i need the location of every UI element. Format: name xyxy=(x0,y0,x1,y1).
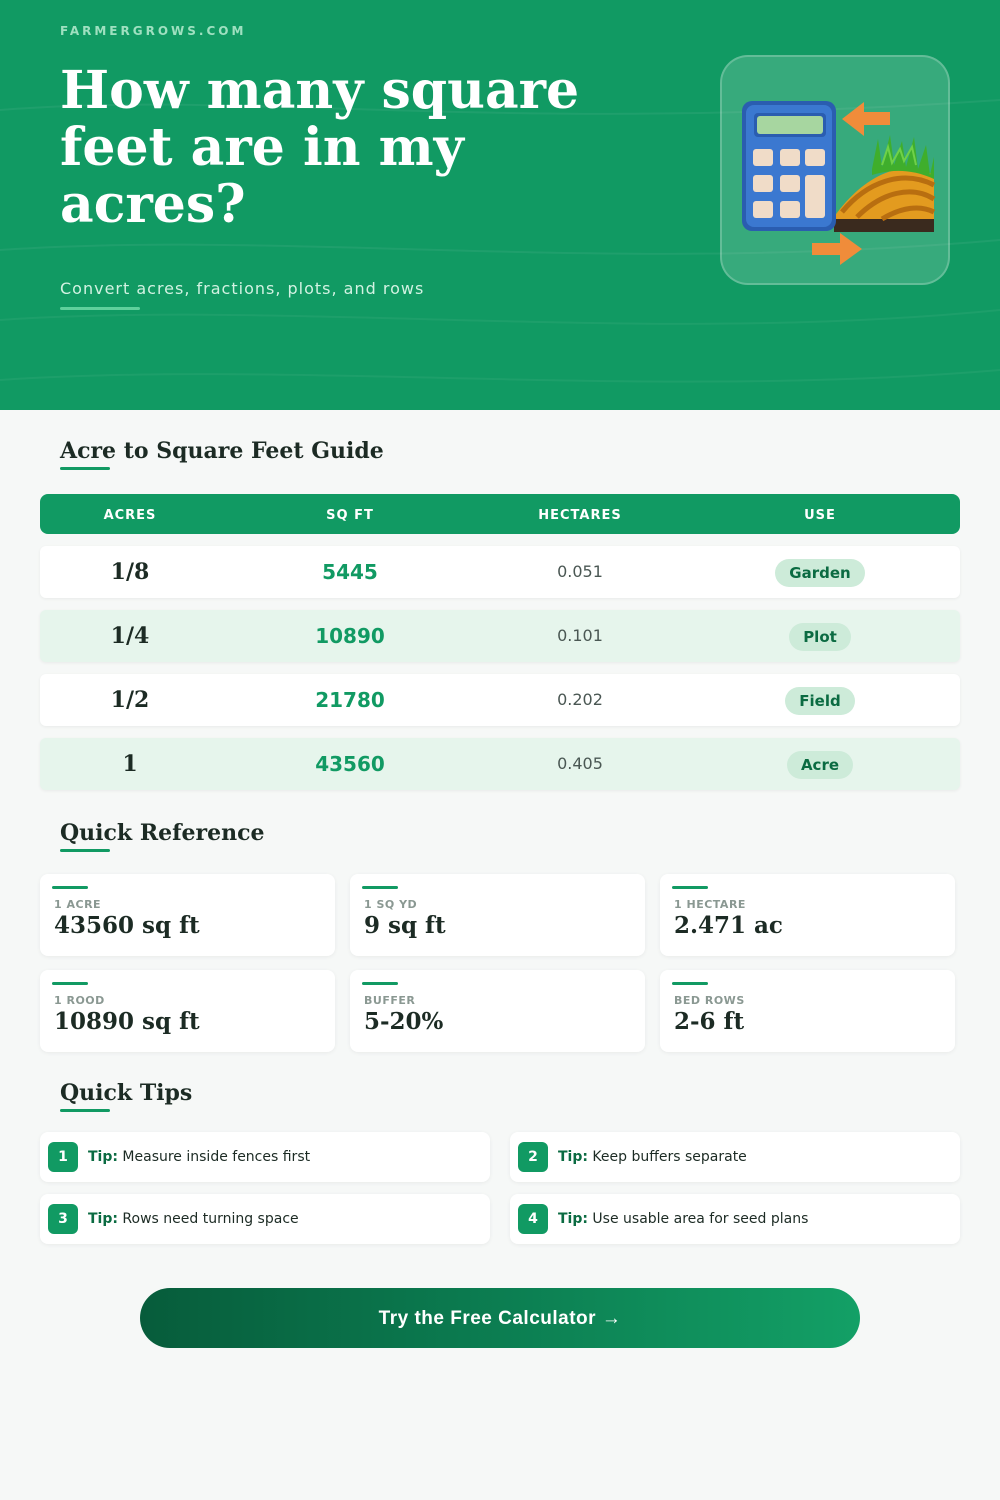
use-badge: Acre xyxy=(787,751,853,779)
tip-item xyxy=(510,1194,960,1244)
free-calculator-button[interactable]: Try the Free Calculator → xyxy=(140,1288,860,1348)
tip-item xyxy=(40,1194,490,1244)
tip-text xyxy=(88,1194,299,1244)
reference-card xyxy=(660,970,955,1052)
page-subtitle: Convert acres, fractions, plots, and rows xyxy=(60,279,425,298)
tip-number-badge: 3 xyxy=(48,1204,78,1234)
sqft-cell: 21780 xyxy=(315,688,385,712)
column-header-hectares: HECTARES xyxy=(538,508,622,523)
tip-body: Rows need turning space xyxy=(122,1211,299,1227)
reference-label: 1 SQ YD xyxy=(364,898,418,911)
tip-number-badge: 4 xyxy=(518,1204,548,1234)
reference-title-underline xyxy=(60,849,110,852)
table-row xyxy=(40,610,960,662)
column-header-use: USE xyxy=(804,508,836,523)
hectares-cell: 0.051 xyxy=(557,562,603,581)
column-header-sqft: SQ FT xyxy=(326,508,374,523)
reference-label: BED ROWS xyxy=(674,994,745,1007)
guide-title: Acre to Square Feet Guide xyxy=(60,438,384,464)
tip-text xyxy=(558,1132,747,1182)
table-row xyxy=(40,546,960,598)
hero-banner xyxy=(0,0,1000,410)
tip-prefix: Tip: xyxy=(88,1211,118,1227)
reference-label: BUFFER xyxy=(364,994,416,1007)
reference-card xyxy=(40,970,335,1052)
sqft-cell: 5445 xyxy=(322,560,378,584)
sqft-cell: 10890 xyxy=(315,624,385,648)
card-accent-bar xyxy=(362,886,398,889)
tip-item xyxy=(40,1132,490,1182)
reference-label: 1 ACRE xyxy=(54,898,102,911)
guide-table-header xyxy=(40,494,960,534)
reference-label: 1 HECTARE xyxy=(674,898,746,911)
acres-cell: 1/8 xyxy=(110,559,150,585)
tip-prefix: Tip: xyxy=(558,1211,588,1227)
reference-title: Quick Reference xyxy=(60,820,265,846)
tip-body: Use usable area for seed plans xyxy=(592,1211,809,1227)
use-cell xyxy=(720,610,920,662)
reference-value: 2.471 ac xyxy=(674,912,783,939)
page-title: How many square feet are in my acres? xyxy=(60,60,580,235)
acres-cell: 1/4 xyxy=(110,623,150,649)
use-badge: Garden xyxy=(775,559,864,587)
tip-number-badge: 1 xyxy=(48,1142,78,1172)
tip-body: Keep buffers separate xyxy=(592,1149,747,1165)
use-cell xyxy=(720,546,920,598)
tip-prefix: Tip: xyxy=(558,1149,588,1165)
table-row xyxy=(40,674,960,726)
card-accent-bar xyxy=(52,982,88,985)
reference-value: 43560 sq ft xyxy=(54,912,200,939)
tip-text xyxy=(88,1132,310,1182)
card-accent-bar xyxy=(362,982,398,985)
use-cell xyxy=(720,738,920,790)
guide-title-underline xyxy=(60,467,110,470)
sqft-cell: 43560 xyxy=(315,752,385,776)
reference-card xyxy=(660,874,955,956)
reference-label: 1 ROOD xyxy=(54,994,105,1007)
tips-title: Quick Tips xyxy=(60,1080,193,1106)
use-badge: Plot xyxy=(789,623,851,651)
column-header-acres: ACRES xyxy=(103,508,157,523)
hero-icon-tile xyxy=(720,55,950,285)
tip-prefix: Tip: xyxy=(88,1149,118,1165)
reference-value: 9 sq ft xyxy=(364,912,446,939)
hectares-cell: 0.202 xyxy=(557,690,603,709)
calculator-field-icon xyxy=(722,57,952,287)
hectares-cell: 0.101 xyxy=(557,626,603,645)
reference-card xyxy=(350,874,645,956)
card-accent-bar xyxy=(672,982,708,985)
tips-title-underline xyxy=(60,1109,110,1112)
brand-name: FARMERGROWS.COM xyxy=(60,24,247,38)
use-cell xyxy=(720,674,920,726)
reference-value: 5-20% xyxy=(364,1008,444,1035)
reference-value: 10890 sq ft xyxy=(54,1008,200,1035)
tip-number-badge: 2 xyxy=(518,1142,548,1172)
subtitle-underline xyxy=(60,307,140,310)
card-accent-bar xyxy=(672,886,708,889)
reference-card xyxy=(40,874,335,956)
acres-cell: 1 xyxy=(122,751,138,777)
table-row xyxy=(40,738,960,790)
reference-value: 2-6 ft xyxy=(674,1008,745,1035)
reference-card xyxy=(350,970,645,1052)
tip-item xyxy=(510,1132,960,1182)
acres-cell: 1/2 xyxy=(110,687,150,713)
use-badge: Field xyxy=(785,687,854,715)
hectares-cell: 0.405 xyxy=(557,754,603,773)
tip-text xyxy=(558,1194,808,1244)
card-accent-bar xyxy=(52,886,88,889)
tip-body: Measure inside fences first xyxy=(122,1149,311,1165)
